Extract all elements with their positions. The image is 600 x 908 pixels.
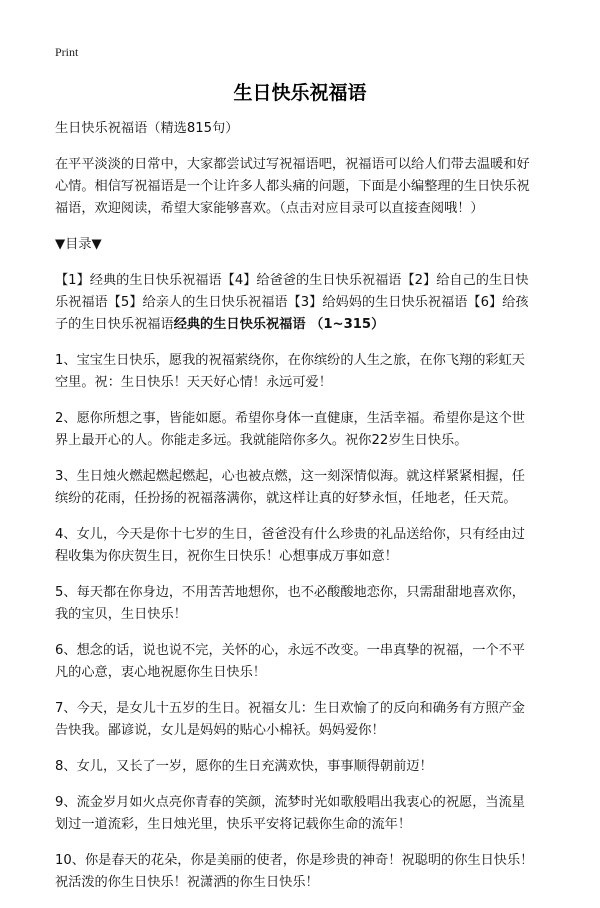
toc-paragraph	[55, 270, 547, 336]
list-item-line: 我的宝贝，生日快乐！	[55, 607, 187, 622]
list-item-line: 1、宝宝生日快乐，愿我的祝福萦绕你，在你缤纷的人生之旅，在你飞翔的彩虹天	[55, 353, 525, 368]
intro-line: 在平平淡淡的日常中，大家都尝试过写祝福语吧，祝福语可以给人们带去温暖和好	[55, 157, 530, 172]
list-item-line: 6、想念的话，说也说不完，关怀的心，永远不改变。一串真挚的祝福，一个不平	[55, 643, 525, 658]
list-item-line: 告快我。鄙谚说，女儿是妈妈的贴心小棉袄。妈妈爱你！	[55, 723, 385, 738]
toc-heading: ▼目录▼	[55, 237, 102, 252]
list-item-line: 8、女儿，又长了一岁，愿你的生日充满欢快，事事顺得朝前迈！	[55, 759, 433, 774]
list-item-line: 3、生日烛火燃起燃起燃起，心也被点燃，这一刻深情似海。就这样紧紧相握，任	[55, 469, 525, 484]
subtitle-paragraph	[55, 118, 547, 140]
list-item	[55, 466, 547, 510]
intro-paragraph	[55, 154, 547, 220]
list-item-line: 空里。祝：生日快乐！天天好心情！永远可爱！	[55, 375, 332, 390]
toc-heading-paragraph	[55, 234, 547, 256]
subtitle: 生日快乐祝福语（精选815句）	[55, 121, 239, 136]
list-item-line: 2、愿你所想之事，皆能如愿。希望你身体一直健康，生活幸福。希望你是这个世	[55, 411, 525, 426]
toc-line[interactable]: 乐祝福语【5】给亲人的生日快乐祝福语【3】给妈妈的生日快乐祝福语【6】给孩	[55, 295, 529, 310]
list-item	[55, 640, 547, 684]
list-item-line: 程收集为你庆贺生日，祝你生日快乐！心想事成万事如意！	[55, 549, 398, 564]
list-item-line: 7、今天，是女儿十五岁的生日。祝福女儿：生日欢愉了的反向和确务有方照产金	[55, 701, 525, 716]
toc-line-last	[55, 314, 547, 336]
list-item	[55, 698, 547, 742]
list-item-line: 划过一道流彩，生日烛光里，快乐平安将记载你生命的流年！	[55, 817, 412, 832]
wish-list	[55, 350, 547, 894]
toc-line[interactable]: 【1】经典的生日快乐祝福语【4】给爸爸的生日快乐祝福语【2】给自己的生日快	[55, 273, 529, 288]
page-title: 生日快乐祝福语	[233, 82, 367, 104]
list-item-line: 界上最开心的人。你能走多远。我就能陪你多久。祝你22岁生日快乐。	[55, 433, 468, 448]
list-item-line: 凡的心意，衷心地祝愿你生日快乐！	[55, 665, 266, 680]
list-item-line: 9、流金岁月如火点亮你青春的笑颜，流梦时光如歌般唱出我衷心的祝愿，当流星	[55, 795, 525, 810]
list-item-line: 10、你是春天的花朵，你是美丽的使者，你是珍贵的神奇！祝聪明的你生日快乐！	[55, 853, 534, 868]
section-heading: 经典的生日快乐祝福语 （1~315）	[173, 317, 385, 332]
intro-line: 心情。相信写祝福语是一个让许多人都头痛的问题，下面是小编整理的生日快乐祝	[55, 179, 530, 194]
list-item	[55, 350, 547, 394]
article-body	[55, 118, 547, 908]
list-item	[55, 582, 547, 626]
list-item-line: 缤纷的花雨，任扮扬的祝福落满你，就这样让真的好梦永恒，任地老，任天荒。	[55, 491, 517, 506]
print-link[interactable]: Print	[55, 45, 79, 59]
list-item-line: 祝活泼的你生日快乐！祝潇洒的你生日快乐！	[55, 875, 319, 890]
intro-line: 福语，欢迎阅读，希望大家能够喜欢。（点击对应目录可以直接查阅哦！）	[55, 201, 484, 216]
list-item	[55, 524, 547, 568]
list-item	[55, 756, 547, 778]
list-item	[55, 850, 547, 894]
list-item-line: 5、每天都在你身边，不用苦苦地想你，也不必酸酸地恋你，只需甜甜地喜欢你，	[55, 585, 525, 600]
list-item	[55, 408, 547, 452]
toc-entry[interactable]: 子的生日快乐祝福语	[55, 317, 174, 332]
list-item	[55, 792, 547, 836]
list-item-line: 4、女儿，今天是你十七岁的生日，爸爸没有什么珍贵的礼品送给你，只有经由过	[55, 527, 525, 542]
